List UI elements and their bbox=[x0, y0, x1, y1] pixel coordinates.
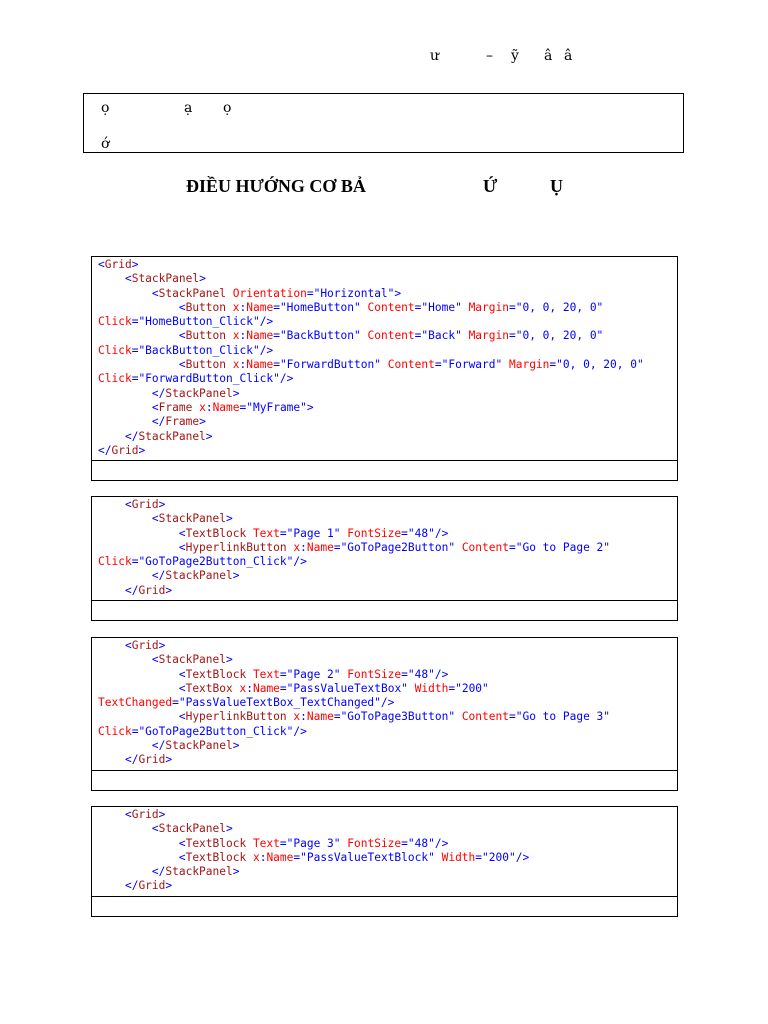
xml-attribute-name: Name bbox=[212, 400, 240, 414]
xml-punctuation: = bbox=[306, 286, 314, 300]
xml-tag-name: HyperlinkButton bbox=[185, 710, 287, 724]
xml-attribute-name: x bbox=[226, 300, 240, 314]
code-block-page2 bbox=[91, 637, 678, 791]
xml-tag-name: Frame bbox=[158, 400, 193, 414]
code-line bbox=[98, 301, 677, 315]
xml-punctuation: </ bbox=[98, 443, 112, 457]
xml-attribute-value: "48" bbox=[407, 526, 435, 540]
xml-punctuation: < bbox=[124, 498, 132, 511]
xml-attribute-value: "Page 3" bbox=[286, 836, 341, 850]
xml-attribute-name: Width bbox=[434, 850, 476, 864]
xml-attribute-value: "GoToPage2Button" bbox=[340, 540, 456, 554]
xml-punctuation: = bbox=[131, 555, 139, 569]
xml-tag-name: TextBlock bbox=[185, 850, 247, 864]
code-indent bbox=[98, 753, 125, 766]
xml-punctuation: > bbox=[232, 739, 240, 753]
code-indent bbox=[98, 569, 152, 582]
xml-tag-name: Grid bbox=[138, 583, 166, 597]
xml-attribute-value: "ForwardButton" bbox=[279, 358, 381, 372]
code-indent bbox=[98, 387, 152, 400]
xml-punctuation: = bbox=[172, 696, 179, 710]
xml-attribute-name: x bbox=[286, 710, 301, 724]
xml-tag-name: TextBlock bbox=[185, 836, 247, 850]
xml-punctuation: </ bbox=[151, 415, 166, 429]
xml-punctuation: = bbox=[279, 667, 287, 681]
xml-punctuation: < bbox=[178, 300, 186, 314]
xml-punctuation: </ bbox=[124, 753, 139, 767]
xml-punctuation: = bbox=[273, 358, 280, 372]
xml-punctuation: = bbox=[401, 667, 408, 681]
xml-tag-name: Grid bbox=[138, 879, 166, 893]
xml-punctuation: > bbox=[232, 865, 240, 879]
code-caption-row bbox=[92, 600, 677, 620]
xml-punctuation: > bbox=[138, 443, 146, 457]
code-line bbox=[98, 725, 677, 739]
xml-attribute-value: "Forward" bbox=[441, 358, 503, 372]
xml-attribute-name: Name bbox=[266, 850, 294, 864]
xml-attribute-value: "GoToPage3Button" bbox=[340, 710, 456, 724]
xml-punctuation: = bbox=[333, 710, 341, 724]
code-line bbox=[98, 287, 677, 301]
xml-attribute-value: "MyFrame" bbox=[246, 400, 307, 414]
xml-punctuation: /> bbox=[434, 836, 449, 850]
xml-attribute-name: x bbox=[192, 400, 206, 414]
code-caption-row bbox=[92, 896, 677, 916]
code-line bbox=[98, 498, 677, 512]
code-indent bbox=[98, 865, 152, 878]
xml-punctuation: = bbox=[131, 343, 139, 357]
xml-punctuation: /> bbox=[293, 724, 307, 738]
xml-tag-name: Grid bbox=[131, 498, 159, 511]
xml-punctuation: < bbox=[151, 512, 159, 526]
xml-attribute-name: Content bbox=[455, 540, 509, 554]
xml-punctuation: </ bbox=[151, 739, 166, 753]
xml-attribute-value: "Home" bbox=[421, 300, 462, 314]
xml-tag-name: TextBlock bbox=[185, 667, 247, 681]
page-header bbox=[0, 48, 768, 68]
xml-tag-name: Grid bbox=[104, 258, 132, 271]
xml-punctuation: = bbox=[401, 526, 408, 540]
code-line bbox=[98, 639, 677, 653]
xml-punctuation: > bbox=[158, 808, 166, 821]
xml-punctuation: </ bbox=[124, 879, 139, 893]
xml-attribute-name: Content bbox=[360, 300, 415, 314]
xml-tag-name: StackPanel bbox=[158, 286, 226, 300]
section-title bbox=[0, 176, 768, 202]
info-box bbox=[83, 93, 684, 153]
info-fragment: ớ bbox=[101, 136, 110, 152]
xml-punctuation: < bbox=[151, 822, 159, 836]
code-indent bbox=[98, 430, 125, 443]
xml-attribute-name: FontSize bbox=[340, 836, 402, 850]
xml-attribute-value: "HomeButton_Click" bbox=[138, 315, 260, 329]
xml-punctuation: = bbox=[273, 329, 280, 343]
code-caption-row bbox=[92, 460, 677, 480]
code-line bbox=[98, 512, 677, 526]
xml-attribute-name: FontSize bbox=[340, 526, 402, 540]
code-indent bbox=[98, 498, 125, 511]
xml-punctuation: : bbox=[300, 710, 307, 724]
code-line bbox=[98, 555, 677, 569]
xml-attribute-name: FontSize bbox=[340, 667, 402, 681]
xml-punctuation: : bbox=[300, 540, 307, 554]
xml-punctuation: < bbox=[151, 400, 159, 414]
header-fragment: – bbox=[486, 48, 493, 64]
code-listing bbox=[92, 257, 677, 460]
xml-tag-name: Grid bbox=[131, 639, 159, 652]
code-indent bbox=[98, 329, 179, 342]
xml-punctuation: > bbox=[165, 753, 173, 767]
xml-tag-name: Button bbox=[185, 300, 226, 314]
xml-punctuation: < bbox=[151, 653, 159, 667]
xml-tag-name: TextBlock bbox=[185, 526, 247, 540]
xml-punctuation: /> bbox=[259, 343, 274, 357]
xml-attribute-name: Text bbox=[246, 526, 280, 540]
xml-punctuation: > bbox=[131, 258, 139, 271]
xml-punctuation: = bbox=[508, 329, 516, 343]
xml-attribute-name: x bbox=[226, 358, 240, 372]
xml-attribute-name: x bbox=[226, 329, 240, 343]
code-listing bbox=[92, 497, 677, 600]
code-line bbox=[98, 753, 677, 767]
code-block-page1 bbox=[91, 496, 678, 621]
xml-attribute-value: "HomeButton" bbox=[279, 300, 361, 314]
xml-punctuation: </ bbox=[151, 865, 166, 879]
xml-punctuation: : bbox=[239, 300, 247, 314]
code-indent bbox=[98, 272, 125, 285]
code-caption-row bbox=[92, 770, 677, 790]
xml-punctuation: : bbox=[205, 400, 213, 414]
info-fragment: ọ bbox=[223, 100, 232, 116]
code-line bbox=[98, 401, 677, 415]
xml-punctuation: > bbox=[199, 272, 206, 286]
xml-punctuation: = bbox=[131, 724, 139, 738]
xml-attribute-name: Content bbox=[380, 358, 435, 372]
xml-punctuation: > bbox=[165, 879, 173, 893]
xml-punctuation: < bbox=[178, 540, 186, 554]
header-fragment: â bbox=[564, 48, 573, 64]
xml-punctuation: > bbox=[165, 583, 173, 597]
xml-attribute-value: "0, 0, 20, 0" bbox=[515, 329, 604, 343]
xml-punctuation: > bbox=[226, 512, 233, 526]
xml-attribute-name: Name bbox=[306, 710, 334, 724]
xml-attribute-name: Margin bbox=[461, 300, 509, 314]
header-fragment: â bbox=[544, 48, 553, 64]
xml-punctuation: = bbox=[333, 540, 341, 554]
code-indent bbox=[98, 668, 179, 681]
info-fragment: ạ bbox=[184, 100, 193, 116]
xml-punctuation: /> bbox=[259, 315, 274, 329]
code-line bbox=[98, 329, 677, 343]
xml-attribute-value: "48" bbox=[407, 667, 435, 681]
xml-tag-name: StackPanel bbox=[165, 865, 233, 879]
xml-attribute-value: "Go to Page 3" bbox=[515, 710, 611, 724]
code-indent bbox=[98, 639, 125, 652]
xml-punctuation: = bbox=[475, 850, 483, 864]
code-line bbox=[98, 415, 677, 429]
code-indent bbox=[98, 584, 125, 597]
xml-attribute-name: Content bbox=[360, 329, 415, 343]
code-indent bbox=[98, 808, 125, 821]
xml-attribute-name: x bbox=[286, 540, 301, 554]
xml-attribute-name: x bbox=[232, 681, 247, 695]
xml-attribute-value: "200" bbox=[455, 681, 489, 695]
xml-punctuation: = bbox=[279, 681, 287, 695]
code-line bbox=[98, 444, 677, 458]
code-indent bbox=[98, 851, 179, 864]
xml-attribute-value: "GoToPage2Button_Click" bbox=[138, 724, 294, 738]
code-line bbox=[98, 584, 677, 598]
xml-attribute-value: "0, 0, 20, 0" bbox=[556, 358, 644, 372]
xml-punctuation: < bbox=[178, 681, 186, 695]
xml-tag-name: StackPanel bbox=[131, 272, 200, 286]
xml-punctuation: /> bbox=[293, 555, 307, 569]
xml-attribute-name: Width bbox=[407, 681, 449, 695]
xml-tag-name: StackPanel bbox=[165, 569, 233, 583]
xml-attribute-name: Name bbox=[252, 681, 280, 695]
xml-attribute-value: "Page 1" bbox=[286, 526, 341, 540]
code-line bbox=[98, 387, 677, 401]
xml-punctuation: </ bbox=[124, 583, 139, 597]
xml-punctuation: > bbox=[232, 386, 240, 400]
xml-punctuation: = bbox=[401, 836, 408, 850]
xml-punctuation: = bbox=[273, 300, 280, 314]
xml-tag-name: Button bbox=[185, 358, 226, 372]
xml-tag-name: Button bbox=[185, 329, 226, 343]
xml-tag-name: Frame bbox=[165, 415, 200, 429]
xml-attribute-name: Click bbox=[98, 724, 132, 738]
code-indent bbox=[98, 358, 179, 371]
code-indent bbox=[98, 287, 152, 300]
xml-attribute-value: "Horizontal" bbox=[313, 286, 395, 300]
xml-attribute-name: Click bbox=[98, 555, 132, 569]
xml-punctuation: > bbox=[232, 569, 240, 583]
code-line bbox=[98, 851, 677, 865]
xml-attribute-name: Click bbox=[98, 372, 132, 386]
xml-attribute-name: Orientation bbox=[226, 286, 307, 300]
code-line bbox=[98, 837, 677, 851]
code-indent bbox=[98, 415, 152, 428]
code-indent bbox=[98, 527, 179, 540]
xml-tag-name: Grid bbox=[138, 753, 166, 767]
xml-punctuation: < bbox=[98, 258, 105, 271]
xml-punctuation: > bbox=[306, 400, 314, 414]
xml-punctuation: = bbox=[414, 300, 422, 314]
xml-punctuation: /> bbox=[434, 526, 449, 540]
xml-punctuation: < bbox=[178, 526, 186, 540]
code-indent bbox=[98, 541, 179, 554]
xml-punctuation: : bbox=[259, 850, 267, 864]
xml-punctuation: = bbox=[131, 372, 139, 386]
code-block-page3 bbox=[91, 806, 678, 917]
xml-tag-name: StackPanel bbox=[165, 739, 233, 753]
xml-attribute-name: Content bbox=[455, 710, 509, 724]
xml-tag-name: StackPanel bbox=[138, 429, 206, 443]
xml-punctuation: /> bbox=[279, 372, 294, 386]
code-indent bbox=[98, 401, 152, 414]
code-line bbox=[98, 668, 677, 682]
xml-punctuation: = bbox=[279, 836, 287, 850]
code-line bbox=[98, 865, 677, 879]
code-line bbox=[98, 358, 677, 372]
xml-attribute-value: "0, 0, 20, 0" bbox=[515, 300, 604, 314]
code-line bbox=[98, 822, 677, 836]
xml-punctuation: > bbox=[205, 429, 213, 443]
code-indent bbox=[98, 710, 179, 723]
xml-punctuation: = bbox=[131, 315, 139, 329]
code-line bbox=[98, 808, 677, 822]
code-listing bbox=[92, 638, 677, 770]
header-fragment: ư bbox=[430, 48, 440, 64]
code-line bbox=[98, 653, 677, 667]
xml-attribute-name: Name bbox=[246, 329, 274, 343]
xml-tag-name: StackPanel bbox=[158, 822, 226, 836]
code-line bbox=[98, 541, 677, 555]
header-fragment: ỹ bbox=[511, 48, 519, 64]
xml-attribute-name: x bbox=[246, 850, 260, 864]
xml-punctuation: > bbox=[158, 498, 166, 511]
xml-punctuation: = bbox=[293, 850, 301, 864]
code-line bbox=[98, 372, 677, 386]
xml-punctuation: > bbox=[394, 286, 402, 300]
xml-attribute-value: "200" bbox=[482, 850, 516, 864]
xml-attribute-value: "ForwardButton_Click" bbox=[138, 372, 280, 386]
code-line bbox=[98, 682, 677, 696]
code-indent bbox=[98, 837, 179, 850]
code-line bbox=[98, 344, 677, 358]
xml-punctuation: = bbox=[414, 329, 422, 343]
code-indent bbox=[98, 879, 125, 892]
xml-punctuation: > bbox=[158, 639, 166, 652]
xml-punctuation: < bbox=[151, 286, 159, 300]
xml-punctuation: = bbox=[549, 358, 557, 372]
xml-punctuation: = bbox=[448, 681, 456, 695]
xml-punctuation: : bbox=[239, 358, 247, 372]
xml-punctuation: = bbox=[279, 526, 287, 540]
code-indent bbox=[98, 301, 179, 314]
code-listing bbox=[92, 807, 677, 896]
xml-attribute-value: "BackButton" bbox=[279, 329, 361, 343]
xml-attribute-value: "PassValueTextBox" bbox=[286, 681, 408, 695]
xml-attribute-value: "BackButton_Click" bbox=[138, 343, 260, 357]
code-line bbox=[98, 879, 677, 893]
code-line bbox=[98, 315, 677, 329]
code-line bbox=[98, 272, 677, 286]
xml-tag-name: StackPanel bbox=[158, 653, 226, 667]
xml-punctuation: = bbox=[508, 540, 516, 554]
xml-punctuation: = bbox=[434, 358, 442, 372]
xml-punctuation: </ bbox=[124, 429, 139, 443]
code-block-mainpage bbox=[91, 256, 678, 481]
xml-attribute-value: "48" bbox=[407, 836, 435, 850]
xml-punctuation: : bbox=[246, 681, 253, 695]
xml-punctuation: > bbox=[199, 415, 206, 429]
xml-attribute-value: "PassValueTextBox_TextChanged" bbox=[178, 696, 381, 710]
xml-tag-name: Grid bbox=[131, 808, 159, 821]
code-line bbox=[98, 696, 677, 710]
xml-attribute-name: Click bbox=[98, 343, 132, 357]
xml-attribute-name: Text bbox=[246, 836, 280, 850]
xml-attribute-value: "Page 2" bbox=[286, 667, 341, 681]
xml-attribute-name: Name bbox=[246, 358, 274, 372]
code-line bbox=[98, 569, 677, 583]
xml-punctuation: /> bbox=[515, 850, 530, 864]
xml-attribute-name: Name bbox=[306, 540, 334, 554]
code-indent bbox=[98, 739, 152, 752]
xml-punctuation: < bbox=[178, 850, 186, 864]
xml-punctuation: </ bbox=[151, 386, 166, 400]
xml-attribute-name: TextChanged bbox=[98, 696, 173, 710]
xml-punctuation: < bbox=[178, 329, 186, 343]
xml-punctuation: /> bbox=[380, 696, 395, 710]
xml-punctuation: > bbox=[226, 653, 233, 667]
title-fragment: Ụ bbox=[550, 176, 563, 196]
xml-punctuation: < bbox=[124, 639, 132, 652]
xml-attribute-value: "GoToPage2Button_Click" bbox=[138, 555, 294, 569]
xml-tag-name: TextBox bbox=[185, 681, 233, 695]
code-line bbox=[98, 710, 677, 724]
xml-attribute-name: Margin bbox=[461, 329, 509, 343]
info-fragment: ọ bbox=[101, 100, 110, 116]
xml-attribute-name: Margin bbox=[502, 358, 550, 372]
xml-attribute-value: "Go to Page 2" bbox=[515, 540, 611, 554]
xml-punctuation: > bbox=[226, 822, 233, 836]
code-indent bbox=[98, 822, 152, 835]
xml-punctuation: < bbox=[124, 272, 132, 286]
xml-punctuation: < bbox=[178, 710, 186, 724]
xml-tag-name: StackPanel bbox=[165, 386, 233, 400]
xml-attribute-value: "Back" bbox=[421, 329, 462, 343]
xml-punctuation: < bbox=[178, 836, 186, 850]
xml-punctuation: = bbox=[239, 400, 247, 414]
xml-attribute-name: Name bbox=[246, 300, 274, 314]
xml-tag-name: Grid bbox=[111, 443, 139, 457]
xml-punctuation: < bbox=[178, 358, 186, 372]
xml-attribute-name: Click bbox=[98, 315, 132, 329]
code-line bbox=[98, 430, 677, 444]
code-indent bbox=[98, 512, 152, 525]
code-line bbox=[98, 258, 677, 272]
xml-punctuation: < bbox=[124, 808, 132, 821]
xml-punctuation: : bbox=[239, 329, 247, 343]
xml-tag-name: StackPanel bbox=[158, 512, 226, 526]
code-line bbox=[98, 739, 677, 753]
xml-punctuation: /> bbox=[434, 667, 449, 681]
xml-punctuation: = bbox=[508, 710, 516, 724]
xml-attribute-name: Text bbox=[246, 667, 280, 681]
xml-attribute-value: "PassValueTextBlock" bbox=[300, 850, 435, 864]
code-indent bbox=[98, 653, 152, 666]
code-line bbox=[98, 527, 677, 541]
xml-punctuation: = bbox=[508, 300, 516, 314]
xml-tag-name: HyperlinkButton bbox=[185, 540, 287, 554]
code-indent bbox=[98, 682, 179, 695]
xml-punctuation: < bbox=[178, 667, 186, 681]
title-fragment: ĐIỀU HƯỚNG CƠ BẢ bbox=[186, 176, 366, 196]
title-fragment: Ứ bbox=[483, 176, 498, 196]
xml-punctuation: </ bbox=[151, 569, 166, 583]
